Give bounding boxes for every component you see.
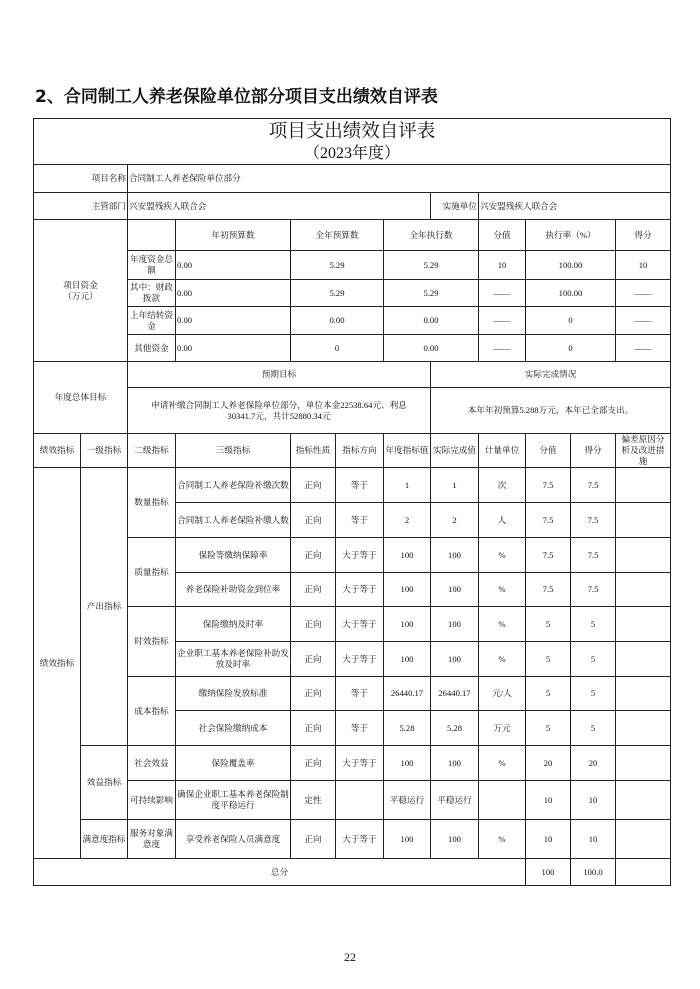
indicator-direction: 等于 bbox=[336, 503, 384, 538]
indicator-score: 10 bbox=[571, 781, 616, 820]
funds-header-initial: 年初预算数 bbox=[176, 220, 291, 251]
indicator-target: 100 bbox=[384, 820, 431, 859]
indicators-group-label: 绩效指标 bbox=[34, 468, 81, 859]
goals-label: 年度总体目标 bbox=[34, 362, 128, 434]
indicator-score-value: 7.5 bbox=[526, 468, 571, 503]
total-score: 100.0 bbox=[571, 859, 616, 886]
indicator-direction: 大于等于 bbox=[336, 820, 384, 859]
header-score-value: 分值 bbox=[526, 434, 571, 468]
indicator-deviation bbox=[616, 781, 671, 820]
indicator-score: 7.5 bbox=[571, 573, 616, 607]
funds-header-executed: 全年执行数 bbox=[384, 220, 479, 251]
funds-initial: 0.00 bbox=[176, 251, 291, 280]
funds-header-row bbox=[34, 220, 671, 251]
indicator-unit: 次 bbox=[479, 468, 526, 503]
level2-timeliness: 时效指标 bbox=[128, 607, 176, 677]
indicator-score-value: 5 bbox=[526, 711, 571, 746]
indicator-nature: 正向 bbox=[291, 538, 336, 573]
funds-score: —— bbox=[616, 280, 671, 307]
table-title-cell bbox=[34, 119, 671, 165]
indicator-nature: 正向 bbox=[291, 820, 336, 859]
indicator-row bbox=[34, 820, 671, 859]
indicator-nature: 正向 bbox=[291, 642, 336, 677]
indicator-unit: % bbox=[479, 573, 526, 607]
funds-rate: 100.00 bbox=[526, 251, 616, 280]
funds-header-blank bbox=[128, 220, 176, 251]
indicator-unit: % bbox=[479, 746, 526, 781]
level2-cost: 成本指标 bbox=[128, 677, 176, 746]
indicator-level3: 社会保险缴纳成本 bbox=[176, 711, 291, 746]
level1-output: 产出指标 bbox=[81, 468, 128, 746]
header-direction: 指标方向 bbox=[336, 434, 384, 468]
indicator-score: 5 bbox=[571, 607, 616, 642]
level2-quality: 质量指标 bbox=[128, 538, 176, 607]
indicator-unit: % bbox=[479, 642, 526, 677]
indicator-nature: 正向 bbox=[291, 503, 336, 538]
supervisor-label: 主管部门 bbox=[34, 193, 128, 220]
indicator-deviation bbox=[616, 607, 671, 642]
header-target: 年度指标值 bbox=[384, 434, 431, 468]
indicator-score: 5 bbox=[571, 711, 616, 746]
goals-expected-text: 申请补缴合同制工人养老保险单位部分，单位本金22538.64元、利息30341.7元，共计52880.34元 bbox=[128, 388, 431, 434]
indicator-unit: 万元 bbox=[479, 711, 526, 746]
funds-rate: 0 bbox=[526, 335, 616, 362]
indicator-nature: 定性 bbox=[291, 781, 336, 820]
indicator-row bbox=[34, 677, 671, 711]
total-deviation bbox=[616, 859, 671, 886]
funds-score-value: —— bbox=[479, 335, 526, 362]
indicator-actual: 5.28 bbox=[431, 711, 479, 746]
indicator-direction: 大于等于 bbox=[336, 607, 384, 642]
funds-header-score: 得分 bbox=[616, 220, 671, 251]
indicator-actual: 2 bbox=[431, 503, 479, 538]
indicator-deviation bbox=[616, 503, 671, 538]
funds-initial: 0.00 bbox=[176, 280, 291, 307]
project-name-value: 合同制工人养老保险单位部分 bbox=[128, 165, 671, 193]
indicator-score-value: 5 bbox=[526, 642, 571, 677]
indicator-unit: 元/人 bbox=[479, 677, 526, 711]
indicator-deviation bbox=[616, 746, 671, 781]
funds-annual: 0.00 bbox=[291, 307, 384, 335]
total-score-value: 100 bbox=[526, 859, 571, 886]
funds-row-label: 上年结转资金 bbox=[128, 307, 176, 335]
section-heading: 2、合同制工人养老保险单位部分项目支出绩效自评表 bbox=[35, 87, 438, 107]
indicator-score: 10 bbox=[571, 820, 616, 859]
goals-header-row bbox=[34, 362, 671, 388]
header-unit: 计量单位 bbox=[479, 434, 526, 468]
total-row bbox=[34, 859, 671, 886]
title-row bbox=[34, 119, 671, 165]
indicator-level3: 企业职工基本养老保险补助发放及时率 bbox=[176, 642, 291, 677]
indicator-direction bbox=[336, 781, 384, 820]
indicator-unit: % bbox=[479, 538, 526, 573]
indicator-target: 2 bbox=[384, 503, 431, 538]
indicator-level3: 确保企业职工基本养老保险制度平稳运行 bbox=[176, 781, 291, 820]
funds-annual: 5.29 bbox=[291, 280, 384, 307]
indicators-header-row bbox=[34, 434, 671, 468]
funds-label-cell bbox=[34, 220, 128, 362]
indicator-level3: 缴纳保险发放标准 bbox=[176, 677, 291, 711]
indicator-target: 26440.17 bbox=[384, 677, 431, 711]
funds-row bbox=[34, 335, 671, 362]
indicator-unit: % bbox=[479, 820, 526, 859]
indicator-actual: 平稳运行 bbox=[431, 781, 479, 820]
header-category: 绩效指标 bbox=[34, 434, 81, 468]
indicator-deviation bbox=[616, 820, 671, 859]
table-year: （2023年度） bbox=[304, 145, 401, 162]
indicator-target: 100 bbox=[384, 573, 431, 607]
indicator-score: 5 bbox=[571, 642, 616, 677]
indicator-row bbox=[34, 538, 671, 573]
funds-header-score-value: 分值 bbox=[479, 220, 526, 251]
funds-row-label: 其中：财政拨款 bbox=[128, 280, 176, 307]
indicator-score-value: 7.5 bbox=[526, 538, 571, 573]
indicator-target: 1 bbox=[384, 468, 431, 503]
indicator-actual: 100 bbox=[431, 573, 479, 607]
funds-rate: 0 bbox=[526, 307, 616, 335]
project-name-row bbox=[34, 165, 671, 193]
indicator-score-value: 10 bbox=[526, 781, 571, 820]
indicator-actual: 100 bbox=[431, 642, 479, 677]
indicator-actual: 100 bbox=[431, 538, 479, 573]
indicator-deviation bbox=[616, 573, 671, 607]
supervisor-value: 兴安盟残疾人联合会 bbox=[128, 193, 431, 220]
indicator-unit: % bbox=[479, 607, 526, 642]
funds-score: —— bbox=[616, 307, 671, 335]
funds-score-value: 10 bbox=[479, 251, 526, 280]
implementer-label: 实施单位 bbox=[431, 193, 479, 220]
funds-header-annual: 全年预算数 bbox=[291, 220, 384, 251]
header-score: 得分 bbox=[571, 434, 616, 468]
level1-satisfaction: 满意度指标 bbox=[81, 820, 128, 859]
indicator-target: 100 bbox=[384, 607, 431, 642]
indicator-actual: 100 bbox=[431, 746, 479, 781]
indicator-score: 5 bbox=[571, 677, 616, 711]
funds-annual: 5.29 bbox=[291, 251, 384, 280]
goals-actual-text: 本年年初预算5.288万元，本年已全部支出。 bbox=[431, 388, 671, 434]
indicator-level3: 保险等缴纳保障率 bbox=[176, 538, 291, 573]
goals-content-row bbox=[34, 388, 671, 434]
level2-sustainability: 可持续影响 bbox=[128, 781, 176, 820]
header-level1: 一级指标 bbox=[81, 434, 128, 468]
funds-executed: 0.00 bbox=[384, 335, 479, 362]
header-deviation: 偏差原因分析及改进措施 bbox=[616, 434, 671, 468]
indicator-target: 平稳运行 bbox=[384, 781, 431, 820]
indicator-nature: 正向 bbox=[291, 746, 336, 781]
indicator-score-value: 7.5 bbox=[526, 503, 571, 538]
page-number: 22 bbox=[344, 950, 356, 964]
indicator-unit bbox=[479, 781, 526, 820]
total-label: 总分 bbox=[34, 859, 526, 886]
indicator-score: 7.5 bbox=[571, 538, 616, 573]
funds-executed: 5.29 bbox=[384, 280, 479, 307]
indicator-nature: 正向 bbox=[291, 677, 336, 711]
header-actual: 实际完成值 bbox=[431, 434, 479, 468]
table-title: 项目支出绩效自评表 bbox=[268, 122, 436, 142]
indicator-level3: 合同制工人养老保险补缴次数 bbox=[176, 468, 291, 503]
indicator-nature: 正向 bbox=[291, 468, 336, 503]
department-row bbox=[34, 193, 671, 220]
funds-row bbox=[34, 307, 671, 335]
indicator-score-value: 20 bbox=[526, 746, 571, 781]
funds-score: —— bbox=[616, 335, 671, 362]
header-level3: 三级指标 bbox=[176, 434, 291, 468]
header-level2: 二级指标 bbox=[128, 434, 176, 468]
performance-evaluation-table bbox=[33, 118, 671, 886]
indicator-score: 20 bbox=[571, 746, 616, 781]
indicator-score: 7.5 bbox=[571, 468, 616, 503]
funds-initial: 0.00 bbox=[176, 307, 291, 335]
indicator-actual: 100 bbox=[431, 607, 479, 642]
funds-row-label: 其他资金 bbox=[128, 335, 176, 362]
indicator-score-value: 5 bbox=[526, 677, 571, 711]
level2-quantity: 数量指标 bbox=[128, 468, 176, 538]
funds-row-label: 年度资金总额 bbox=[128, 251, 176, 280]
funds-score: 10 bbox=[616, 251, 671, 280]
indicator-target: 100 bbox=[384, 538, 431, 573]
indicator-deviation bbox=[616, 677, 671, 711]
indicator-direction: 等于 bbox=[336, 677, 384, 711]
indicator-nature: 正向 bbox=[291, 711, 336, 746]
implementer-value: 兴安盟残疾人联合会 bbox=[479, 193, 671, 220]
funds-annual: 0 bbox=[291, 335, 384, 362]
indicator-target: 100 bbox=[384, 746, 431, 781]
project-name-label: 项目名称 bbox=[34, 165, 128, 193]
indicator-actual: 1 bbox=[431, 468, 479, 503]
indicator-level3: 合同制工人养老保险补缴人数 bbox=[176, 503, 291, 538]
indicator-unit: 人 bbox=[479, 503, 526, 538]
funds-row bbox=[34, 251, 671, 280]
indicator-direction: 大于等于 bbox=[336, 538, 384, 573]
indicator-direction: 等于 bbox=[336, 468, 384, 503]
indicator-nature: 正向 bbox=[291, 607, 336, 642]
indicator-deviation bbox=[616, 468, 671, 503]
indicator-direction: 等于 bbox=[336, 711, 384, 746]
funds-score-value: —— bbox=[479, 280, 526, 307]
funds-rate: 100.00 bbox=[526, 280, 616, 307]
indicator-actual: 100 bbox=[431, 820, 479, 859]
funds-row bbox=[34, 280, 671, 307]
level1-benefit: 效益指标 bbox=[81, 746, 128, 820]
goals-actual-header: 实际完成情况 bbox=[431, 362, 671, 388]
indicator-row bbox=[34, 468, 671, 503]
indicator-target: 100 bbox=[384, 642, 431, 677]
level2-social-benefit: 社会效益 bbox=[128, 746, 176, 781]
indicator-row bbox=[34, 781, 671, 820]
header-nature: 指标性质 bbox=[291, 434, 336, 468]
indicator-nature: 正向 bbox=[291, 573, 336, 607]
indicator-level3: 养老保险补助资金到位率 bbox=[176, 573, 291, 607]
indicator-deviation bbox=[616, 711, 671, 746]
indicator-actual: 26440.17 bbox=[431, 677, 479, 711]
funds-label: 项目资金（万元） bbox=[63, 279, 98, 301]
indicator-deviation bbox=[616, 642, 671, 677]
indicator-direction: 大于等于 bbox=[336, 642, 384, 677]
indicator-level3: 享受养老保险人员满意度 bbox=[176, 820, 291, 859]
indicator-deviation bbox=[616, 538, 671, 573]
funds-header-rate: 执行率（%） bbox=[526, 220, 616, 251]
indicator-score-value: 10 bbox=[526, 820, 571, 859]
indicator-score-value: 7.5 bbox=[526, 573, 571, 607]
funds-initial: 0.00 bbox=[176, 335, 291, 362]
indicator-row bbox=[34, 746, 671, 781]
indicator-level3: 保险缴纳及时率 bbox=[176, 607, 291, 642]
goals-expected-header: 预期目标 bbox=[128, 362, 431, 388]
indicator-row bbox=[34, 607, 671, 642]
funds-executed: 0.00 bbox=[384, 307, 479, 335]
indicator-direction: 大于等于 bbox=[336, 746, 384, 781]
indicator-score: 7.5 bbox=[571, 503, 616, 538]
indicator-score-value: 5 bbox=[526, 607, 571, 642]
funds-executed: 5.29 bbox=[384, 251, 479, 280]
indicator-target: 5.28 bbox=[384, 711, 431, 746]
indicator-level3: 保险覆盖率 bbox=[176, 746, 291, 781]
level2-service-satisfaction: 服务对象满意度 bbox=[128, 820, 176, 859]
indicator-direction: 大于等于 bbox=[336, 573, 384, 607]
funds-score-value: —— bbox=[479, 307, 526, 335]
